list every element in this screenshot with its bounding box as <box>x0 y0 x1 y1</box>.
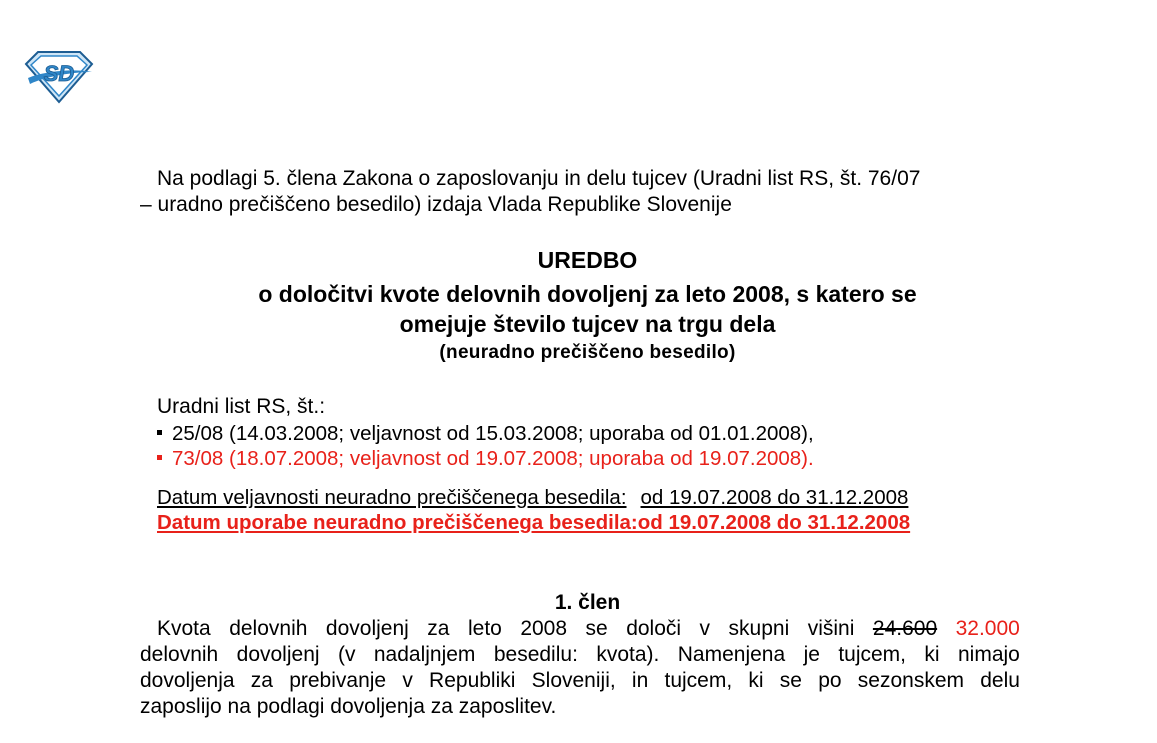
word: leto <box>467 617 502 640</box>
word: za <box>427 617 450 640</box>
document-title: UREDBO <box>537 247 638 273</box>
word: 2008 <box>520 617 568 640</box>
word: Republiki <box>429 669 516 692</box>
article-title: 1. člen <box>554 591 621 614</box>
word: ki <box>924 643 940 666</box>
document-note: (neuradno prečiščeno besedilo) <box>439 342 736 363</box>
article-line-2 <box>140 642 1020 668</box>
word: tujcem, <box>838 643 907 666</box>
word: Sloveniji, <box>531 669 616 692</box>
gazette-label: Uradni list RS, št.: <box>157 395 326 418</box>
validity-label: Datum veljavnosti neuradno prečiščenega besedila: <box>157 486 627 509</box>
logo-letters: SD <box>43 61 75 86</box>
word: kvota). <box>596 643 660 666</box>
word: in <box>631 669 649 692</box>
word: ki <box>748 669 764 692</box>
word: nadaljnjem <box>373 643 476 666</box>
gazette-item <box>157 421 814 447</box>
sd-logo-icon <box>22 48 96 104</box>
gazette-item-text: 73/08 (18.07.2008; veljavnost od 19.07.2008; uporaba od 19.07.2008). <box>172 447 814 470</box>
new-quota-value: 32.000 <box>955 617 1020 640</box>
validity-value: od 19.07.2008 do 31.12.2008 <box>640 486 909 509</box>
intro-line-1: Na podlagi 5. člena Zakona o zaposlovanju in delu tujcev (Uradni list RS, št. 76/07 <box>157 167 921 190</box>
article-line-1 <box>140 616 1020 642</box>
word: v <box>402 669 413 692</box>
word: delovnih <box>140 643 219 666</box>
word: delovnih <box>229 617 308 640</box>
word: po <box>818 669 842 692</box>
word: besedilu: <box>493 643 578 666</box>
word: za <box>250 669 273 692</box>
word: Kvota <box>157 617 211 640</box>
document-subtitle-line-2: omejuje število tujcev na trgu dela <box>399 311 776 337</box>
word: skupni <box>728 617 790 640</box>
article-line-3 <box>140 668 1020 694</box>
word: je <box>803 643 820 666</box>
gazette-item-text: 25/08 (14.03.2008; veljavnost od 15.03.2008; uporaba od 01.01.2008), <box>172 422 814 445</box>
old-quota-value: 24.600 <box>872 617 938 640</box>
word: se <box>585 617 608 640</box>
word: Namenjena <box>677 643 786 666</box>
word: v <box>699 617 711 640</box>
word: se <box>779 669 802 692</box>
bullet-square-icon <box>157 455 162 460</box>
application-line: Datum uporabe neuradno prečiščenega besedila:od 19.07.2008 do 31.12.2008 <box>157 511 911 534</box>
document-subtitle-line-1: o določitvi kvote delovnih dovoljenj za leto 2008, s katero se <box>258 281 917 307</box>
word: dovoljenj <box>325 617 409 640</box>
validity-line <box>157 485 908 511</box>
word: določi <box>626 617 682 640</box>
intro-line-2: – uradno prečiščeno besedilo) izdaja Vlada Republike Slovenije <box>140 193 732 216</box>
word: delu <box>980 669 1020 692</box>
article-line-4: zaposlijo na podlagi dovoljenja za zaposlitev. <box>140 695 557 718</box>
word: (v <box>337 643 356 666</box>
word: nimajo <box>958 643 1020 666</box>
gazette-item <box>157 446 814 472</box>
word: višini <box>807 617 855 640</box>
word: tujcem, <box>664 669 733 692</box>
word: sezonskem <box>857 669 964 692</box>
bullet-square-icon <box>157 430 162 435</box>
article-paragraph <box>140 616 1020 720</box>
word: dovoljenja <box>140 669 235 692</box>
word: dovoljenj <box>236 643 320 666</box>
word: prebivanje <box>289 669 387 692</box>
